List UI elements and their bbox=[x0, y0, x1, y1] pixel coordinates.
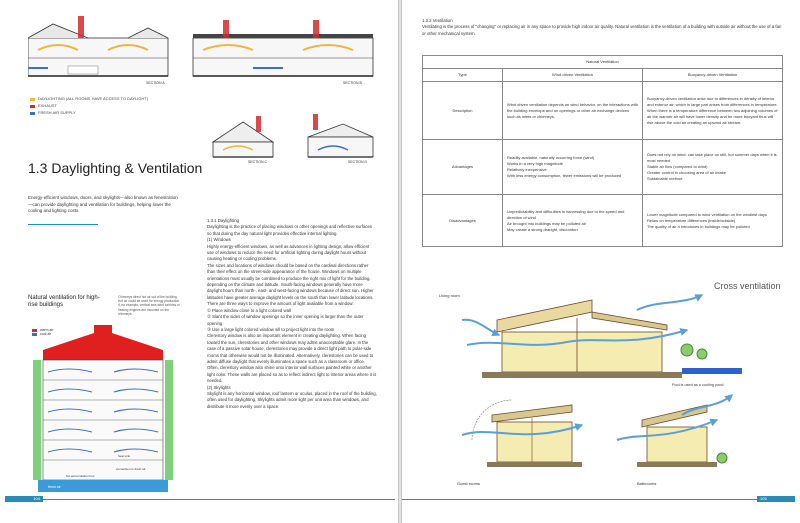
table-row bbox=[423, 140, 783, 195]
table-header: Type bbox=[423, 69, 503, 82]
section-b-diagram bbox=[193, 20, 373, 85]
daylighting-body bbox=[207, 218, 377, 410]
table-cell: Wind driven ventilation depends on wind behavior, on the interactions with the building envelope and on openings or other air exchange devices such as inlets or chimneys. bbox=[503, 82, 643, 140]
body-paragraph: Highly energy-efficient windows, as well as advances in lighting design, allow efficient use of windows to reduce the need for artificial lighting during daylight hours without causing heating or cooling problems. bbox=[207, 243, 370, 262]
table-cell: Readily available, naturally occurring force (wind) Works in a very high magnitude Relatively inexpensive With less energy consumption, fewer emissions will be produced bbox=[503, 140, 643, 195]
body-paragraph: There are three ways to improve the amount of light available from a window: bbox=[207, 301, 354, 307]
legend-label: cool air bbox=[40, 332, 52, 336]
body-paragraph: Often, clerestory window also shine onto interior wall surfaces painted white or another light color. These walls are placed so as to reflect indirect light to interior areas where it is needed. bbox=[207, 365, 377, 384]
table-row bbox=[423, 195, 783, 247]
legend-item-fresh-air bbox=[30, 110, 148, 116]
high-rise-title: Natural ventilation for high-rise buildings bbox=[28, 295, 100, 308]
legend-label: DAYLIGHTING (ALL ROOMS HAVE ACCESS TO DAYLIGHT) bbox=[38, 96, 149, 101]
swatch bbox=[30, 112, 35, 115]
row-label: Disadvantages bbox=[423, 195, 503, 247]
row-label: Description bbox=[423, 82, 503, 140]
footer-rule bbox=[402, 499, 792, 500]
label-heat-sink: heat sink bbox=[118, 454, 131, 458]
body-list-item: ① Place window close to a light colored wall bbox=[207, 307, 291, 313]
natural-ventilation-table bbox=[422, 55, 783, 247]
label-connection: connection to fresh air bbox=[116, 467, 146, 471]
subsection-heading: 1.3.2 Ventilation bbox=[422, 18, 453, 23]
subsection-intro: Ventilating is the process of "changing" or replacing air in any space to provide high indoor air quality. Natural ventilation is the ventilation of a building with outside air without the use of a fan or other mechanical system. bbox=[422, 24, 782, 36]
page-number: 105 bbox=[760, 496, 767, 501]
table-cell: Does not rely on wind: can take place on still, hot summer days when it is most needed Stable air flow (compared to wind) Greater control in choosing area of air intake Sustainable method bbox=[643, 140, 783, 195]
legend-label: EXHAUST bbox=[38, 103, 57, 108]
swatch bbox=[30, 105, 35, 108]
section-c-diagram bbox=[213, 116, 273, 164]
table-cell: Unpredictability and difficulties in harnessing due to the speed and direction of wind Air brought into buildings may be polluted air May create a strong draught, discomfort bbox=[503, 195, 643, 247]
section-b-label: SECTION B bbox=[343, 81, 362, 85]
intro-divider bbox=[28, 224, 98, 225]
table-title: Natural Ventilation bbox=[423, 56, 783, 69]
caption-pool: Pool is used as a cooling pond bbox=[672, 383, 724, 387]
high-rise-drawing bbox=[28, 325, 178, 495]
section-diagrams-top bbox=[28, 10, 378, 90]
section-c-label: SECTION C bbox=[248, 160, 268, 164]
body-subheading: 1.3.1 Daylighting bbox=[207, 218, 240, 223]
page-number-badge bbox=[5, 496, 43, 502]
ventilation-header bbox=[422, 18, 782, 37]
daylight-legend bbox=[30, 96, 148, 117]
right-page bbox=[402, 0, 800, 523]
cross-ventilation-title: Cross ventilation bbox=[714, 281, 781, 291]
body-paragraph: Clerestory window is also an important element in creating daylighting. When facing toward the sun, clerestories and other windows may admit unacceptable glare. In the case of a passive solar house, clerestories may provide a direct light path to polar-side rooms that otherwise would not be illuminated. Alternatively, clerestories can be used to admit diffuse daylight that evenly illuminates a space such as a classroom or office. bbox=[207, 333, 374, 364]
high-rise-ventilation-figure bbox=[28, 295, 178, 495]
living-room-section bbox=[462, 295, 742, 378]
table-header: Buoyancy-driven Ventilation bbox=[643, 69, 783, 82]
page-number: 104 bbox=[33, 496, 40, 501]
section-d-diagram bbox=[308, 114, 373, 164]
label-fresh-air: fresh air bbox=[48, 485, 61, 489]
caption-living-room: Living room bbox=[439, 293, 460, 298]
row-label: Advantages bbox=[423, 140, 503, 195]
body-subheading: (1) Windows bbox=[207, 237, 231, 243]
high-rise-note: Chimneys direct hot air out of the building. Hot air could be used for energy production if, for example, vertical axis wind turbines or heating engines are mounted on the chimneys. bbox=[118, 295, 180, 316]
section-intro: Energy-efficient windows, doors, and skylights—also known as fenestration—can provide daylighting and ventilation for buildings, helping lower the cooling and lighting costs. bbox=[28, 195, 178, 213]
page-number-badge bbox=[757, 496, 795, 502]
label-hot-accumulation: hot accumulation box bbox=[66, 474, 95, 478]
section-a-diagram bbox=[28, 16, 168, 85]
body-paragraph: Skylight is any horizontal window, roof lantern or oculus, placed in the roof of the building, often used for daylighting. Skylights admit more light per unit area than windows, and distribute it more evenly over a space. bbox=[207, 390, 377, 409]
caption-guest-rooms: Guest rooms bbox=[457, 481, 480, 486]
bathroom-section bbox=[617, 395, 732, 467]
section-diagrams-bottom bbox=[208, 112, 383, 167]
table-header: Wind-driven Ventilation bbox=[503, 69, 643, 82]
cross-ventilation-figure bbox=[427, 290, 797, 495]
guest-room-section bbox=[462, 400, 582, 467]
legend-label: FRESH AIR SUPPLY bbox=[38, 110, 76, 115]
caption-bathrooms: Bathrooms bbox=[637, 481, 657, 486]
section-a-label: SECTION A bbox=[146, 81, 165, 85]
body-list-item: ② Slant the sides of window openings so the inner opening is larger than the outer opening bbox=[207, 314, 364, 326]
cooling-pond bbox=[682, 368, 742, 374]
swatch bbox=[30, 98, 35, 101]
footer-rule bbox=[5, 499, 395, 500]
legend-label: warm air bbox=[40, 328, 54, 332]
table-cell: Buoyancy-driven ventilation arise due to differences in density of interior and exterior air, which in large part arises from differences in temperature. When there is a temperature difference between two adjoining volumes of air the warmer air will have lower density and be more buoyant thus will rise above the cold air creating an upward air stream. bbox=[643, 82, 783, 140]
section-heading: 1.3 Daylighting & Ventilation bbox=[28, 160, 203, 176]
table-row bbox=[423, 82, 783, 140]
left-page bbox=[0, 0, 398, 523]
body-paragraph: Daylighting is the practice of placing windows or other openings and reflective surfaces so that during the day natural light provides effective internal lighting. bbox=[207, 224, 373, 236]
legend-item-exhaust bbox=[30, 103, 148, 109]
section-d-label: SECTION D bbox=[348, 160, 368, 164]
body-list-item: ③ Use a large light colored window sill to project light into the room bbox=[207, 326, 335, 332]
legend-item-daylighting bbox=[30, 96, 148, 102]
body-subheading: (2) Skylights bbox=[207, 384, 231, 390]
body-paragraph: The sizes and locations of windows should be based on the cardinal directions rather than their effect on the street-side appearance of the house. Windows on multiple orientations must usually be combined to produce the right mix of light for the building, depending on the climate and latitude. South-facing windows generally have more daylight hours than north-, east- and west-facing windows because of direct sun. Higher latitudes have greater average daylight levels on the south than lower latitude locations. bbox=[207, 262, 374, 300]
table-cell: Lower magnitude compared to wind ventilation on the windiest days Relies on temperature differences (inside/outside) The quality of air it introduces in buildings may be polluted bbox=[643, 195, 783, 247]
